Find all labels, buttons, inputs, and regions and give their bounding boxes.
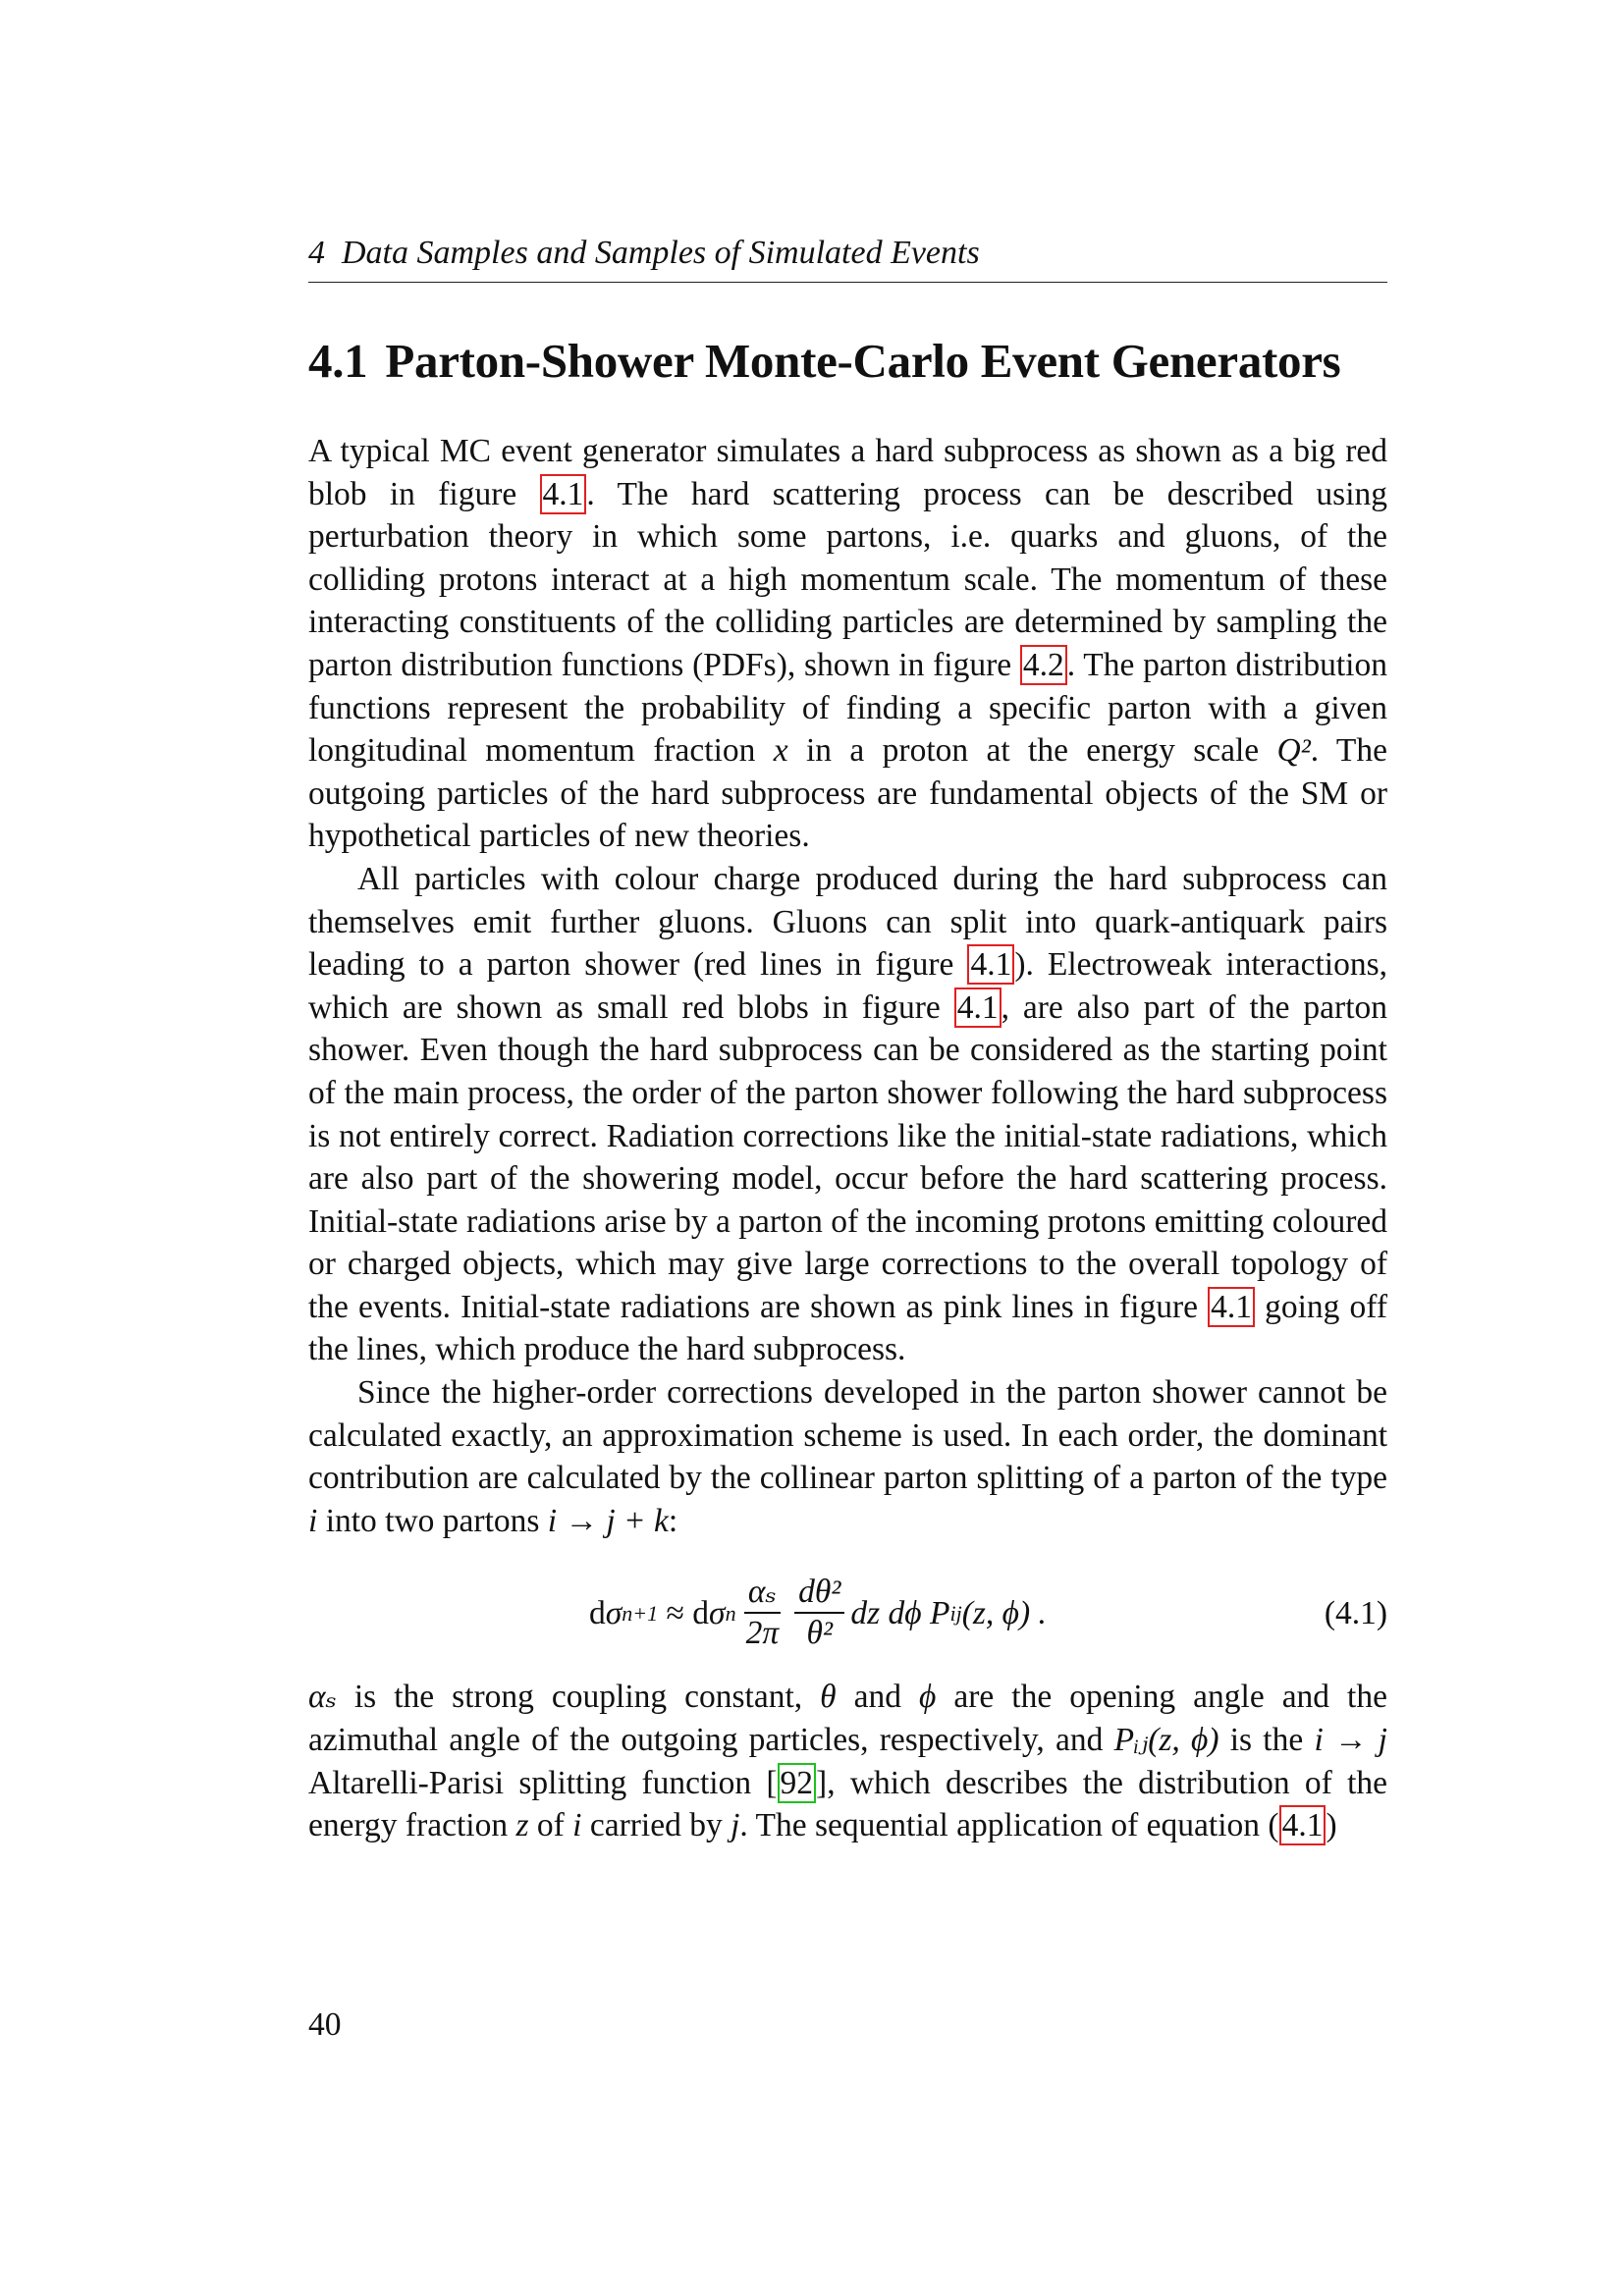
paragraph-4	[308, 1676, 1387, 1846]
math-i-to-j: i → j	[1314, 1722, 1387, 1759]
text-run: is the	[1218, 1722, 1315, 1759]
eq-approx: ≈	[658, 1594, 693, 1631]
eq-frac-denominator: 2π	[745, 1615, 780, 1652]
eq-d: d	[589, 1594, 606, 1631]
text-run: . The hard scattering process can be described using perturbation theory in which some partons, i.e. quarks and gluons, of the colliding protons interact at a high momentum scale. The momentum of these interacting constituents of the colliding particles are determined by sampling the parton distribution functions (PDFs), shown in figure	[308, 475, 1387, 683]
chapter-title: Data Samples and Samples of Simulated Events	[342, 235, 980, 271]
equation-number: (4.1)	[1324, 1594, 1387, 1631]
eq-fraction-alpha	[742, 1573, 784, 1653]
text-run: ). Electroweak interactions, which are shown as small red blobs in figure	[308, 946, 1387, 1026]
text-run: A typical MC event generator simulates a hard subprocess as shown as a big red blob in figure	[308, 433, 1387, 512]
text-run: All particles with colour charge produced during the hard subprocess can themselves emit further gluons. Gluons can split into quark-antiquark pairs leading to a parton shower (red lines in figure	[308, 860, 1387, 984]
section-number: 4.1	[308, 334, 368, 388]
figure-ref-4-1[interactable]: 4.1	[967, 944, 1014, 985]
eq-fraction-theta	[794, 1573, 844, 1653]
text-run: , are also part of the parton shower. Even though the hard subprocess can be considered as the starting point of the main process, the order of the parton shower following the hard subprocess is not entirely correct. Radiation corrections like the initial-state radiations, which are also part of the showering model, occur before the hard scattering process. Initial-state radiations arise by a parton of the incoming protons emitting coloured or charged objects, which may give large corrections to the overall topology of the events. Initial-state radiations are shown as pink lines in figure	[308, 988, 1388, 1325]
figure-ref-4-2[interactable]: 4.2	[1020, 645, 1067, 685]
chapter-number: 4	[308, 235, 325, 271]
paragraph-2	[308, 858, 1387, 1371]
figure-ref-4-1[interactable]: 4.1	[540, 474, 587, 514]
eq-frac-numerator: dθ²	[794, 1573, 844, 1614]
eq-frac-denominator: θ²	[806, 1615, 833, 1652]
text-run: )	[1326, 1807, 1337, 1844]
eq-sub: ij	[949, 1600, 962, 1626]
math-alpha: αₛ	[308, 1679, 337, 1716]
text-run: are the opening angle and the azimuthal angle of the outgoing particles, respectively, and	[308, 1679, 1387, 1759]
text-run: going off the lines, which produce the hard subprocess.	[308, 1288, 1388, 1368]
header-rule	[308, 282, 1387, 283]
math-theta: θ	[820, 1679, 837, 1716]
text-run: ], which describes the distribution of the energy fraction	[308, 1764, 1387, 1844]
math-x: x	[773, 732, 788, 770]
math-phi: ϕ	[919, 1679, 937, 1716]
text-run: . The parton distribution functions represent the probability of finding a specific parton with a given longitudinal momentum fraction	[308, 646, 1387, 770]
math-pij: Pᵢⱼ(z, ϕ)	[1113, 1722, 1219, 1759]
math-z: z	[515, 1807, 529, 1844]
running-header	[308, 232, 1387, 275]
eq-d: d	[692, 1594, 710, 1631]
text-run: into two partons	[317, 1502, 548, 1539]
eq-args: (z, ϕ) .	[961, 1594, 1047, 1631]
math-q2: Q²	[1276, 732, 1311, 770]
text-run: carried by	[581, 1807, 731, 1844]
figure-ref-4-1[interactable]: 4.1	[954, 988, 1001, 1028]
eq-tail: dz dϕ P	[850, 1594, 950, 1631]
equation-body	[589, 1564, 1047, 1662]
math-j: j	[731, 1807, 740, 1844]
eq-frac-numerator: αₛ	[744, 1573, 781, 1614]
eq-sigma: σ	[709, 1594, 726, 1631]
math-i: i	[308, 1502, 318, 1539]
text-run: and	[836, 1679, 920, 1716]
section-title	[308, 332, 1408, 391]
text-run: of	[528, 1807, 573, 1844]
math-i: i	[572, 1807, 582, 1844]
equation-ref-4-1[interactable]: 4.1	[1279, 1805, 1326, 1845]
body-text	[308, 430, 1387, 1847]
eq-sub: n	[725, 1600, 736, 1626]
eq-sigma: σ	[605, 1594, 623, 1631]
text-run: Since the higher-order corrections developed in the parton shower cannot be calculated exactly, an approximation scheme is used. In each order, the dominant contribution are calculated by the collinear parton splitting of a parton of the type	[308, 1374, 1387, 1497]
text-run: . The outgoing particles of the hard subprocess are fundamental objects of the SM or hypothetical particles of new theories.	[308, 732, 1387, 855]
section-title-text: Parton-Shower Monte-Carlo Event Generators	[385, 334, 1341, 388]
citation-92[interactable]: 92	[778, 1763, 817, 1803]
text-run: :	[668, 1502, 678, 1539]
page-number: 40	[308, 2006, 342, 2043]
paragraph-3	[308, 1371, 1387, 1542]
figure-ref-4-1[interactable]: 4.1	[1208, 1287, 1255, 1327]
math-splitting: i → j + k	[547, 1502, 669, 1539]
text-run: . The sequential application of equation (	[739, 1807, 1279, 1844]
eq-sub: n+1	[622, 1600, 659, 1626]
text-run: is the strong coupling constant,	[336, 1679, 821, 1716]
paragraph-1	[308, 430, 1387, 858]
text-run: Altarelli-Parisi splitting function [	[308, 1764, 778, 1801]
text-run: in a proton at the energy scale	[787, 732, 1277, 770]
equation-4-1	[308, 1556, 1387, 1670]
